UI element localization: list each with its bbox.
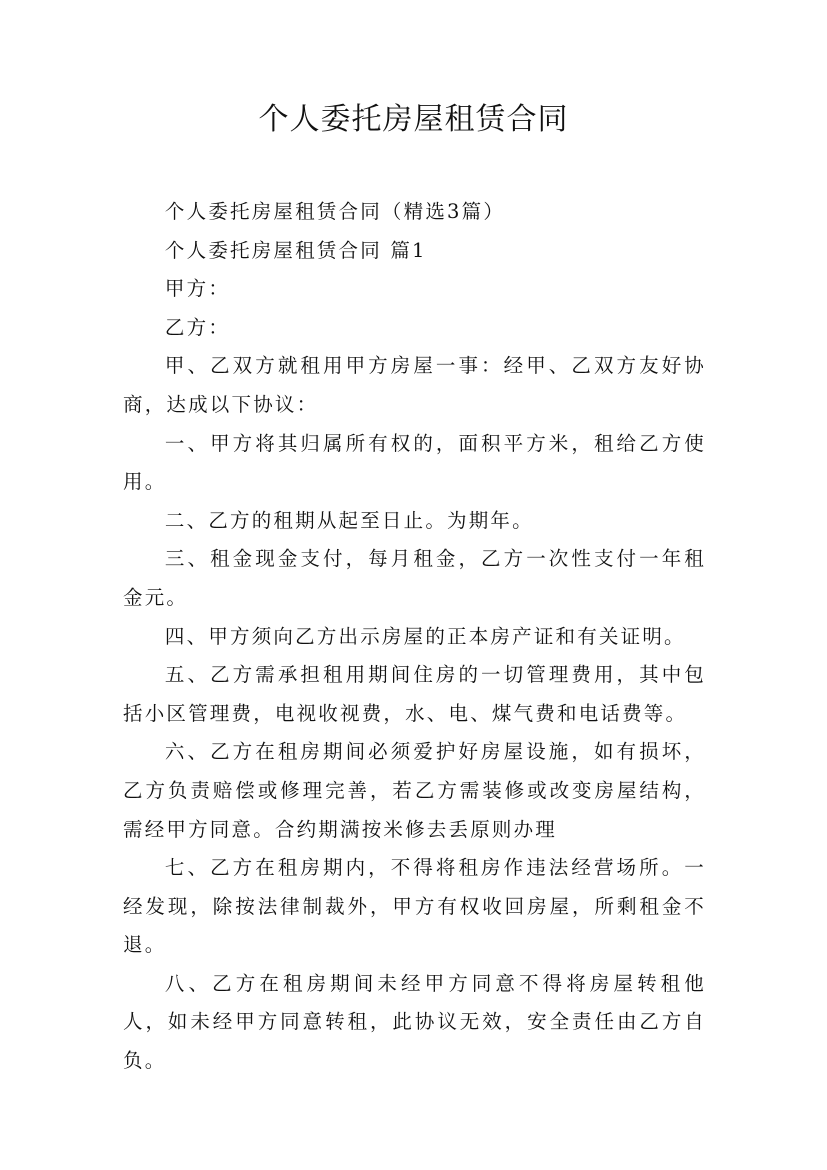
preamble-paragraph: 甲、乙双方就租用甲方房屋一事：经甲、乙双方友好协商，达成以下协议： — [123, 354, 706, 416]
clause-2: 二、乙方的租期从起至日止。为期年。 — [164, 508, 534, 532]
clause-1: 一、甲方将其归属所有权的，面积平方米，租给乙方使用。 — [123, 431, 706, 494]
section-heading: 个人委托房屋租赁合同 篇1 — [164, 238, 427, 262]
clause-3: 三、租金现金支付，每月租金，乙方一次性支付一年租金元。 — [123, 547, 706, 609]
clause-8: 八、乙方在租房期间未经甲方同意不得将房屋转租他人，如未经甲方同意转租，此协议无效，安全责任由乙方自负。 — [123, 971, 706, 1073]
document-title: 个人委托房屋租赁合同 — [258, 102, 569, 137]
clause-6: 六、乙方在租房期间必须爱护好房屋设施，如有损坏，乙方负责赔偿或修理完善，若乙方需装修或改变房屋结构，需经甲方同意。合约期满按米修去丢原则办理 — [123, 740, 706, 841]
document-body — [123, 193, 706, 1081]
party-a-line: 甲方： — [164, 277, 231, 301]
clause-4: 四、甲方须向乙方出示房屋的正本房产证和有关证明。 — [164, 624, 686, 648]
clause-5: 五、乙方需承担租用期间住房的一切管理费用，其中包括小区管理费，电视收视费，水、电、煤气费和电话费等。 — [123, 663, 706, 725]
clause-7: 七、乙方在租房期内，不得将租房作违法经营场所。一经发现，除按法律制裁外，甲方有权收回房屋，所剩租金不退。 — [123, 856, 706, 957]
subtitle-paragraph: 个人委托房屋租赁合同（精选3篇） — [164, 200, 506, 223]
party-b-line: 乙方： — [164, 315, 231, 339]
